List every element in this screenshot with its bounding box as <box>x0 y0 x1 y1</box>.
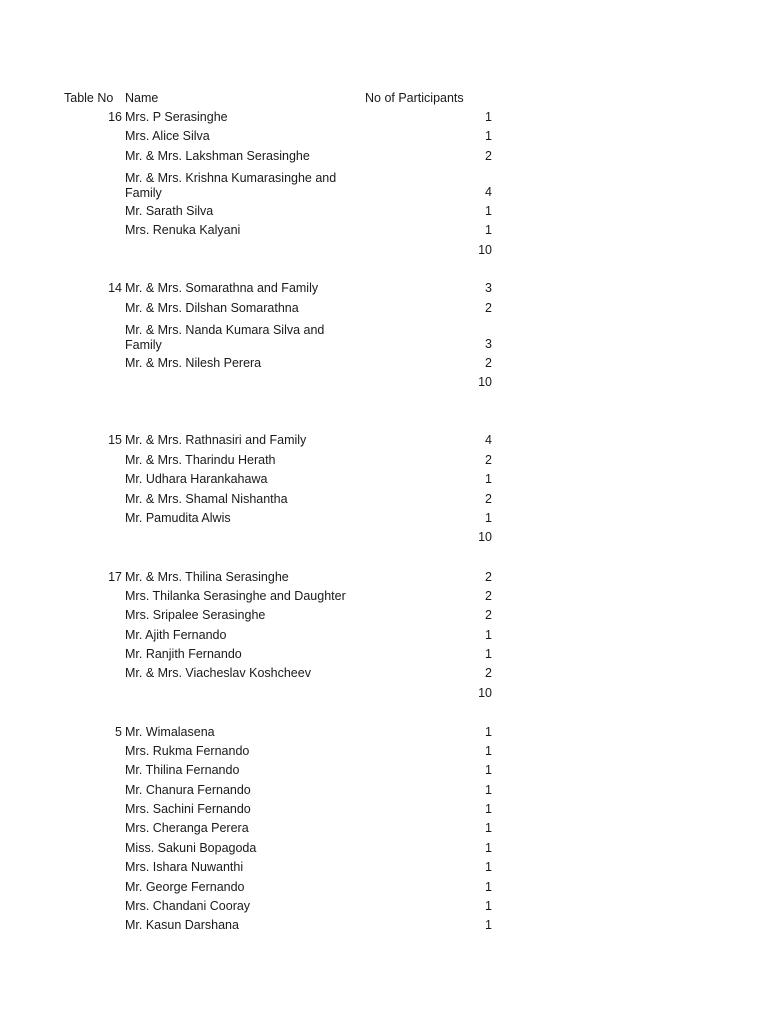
header-table-no: Table No <box>64 91 114 105</box>
participant-count: 1 <box>485 129 492 143</box>
guest-name: Mr. Wimalasena <box>125 725 215 739</box>
guest-name: Mrs. Ishara Nuwanthi <box>125 860 244 874</box>
participant-count: 4 <box>485 185 492 199</box>
guest-name: Mrs. Cheranga Perera <box>125 821 249 835</box>
participant-count: 3 <box>485 337 492 351</box>
guest-name: Mr. Ajith Fernando <box>125 628 227 642</box>
guest-name: Mrs. Sachini Fernando <box>125 802 251 816</box>
guest-name: Mr. Udhara Harankahawa <box>125 472 268 486</box>
participant-count: 1 <box>485 628 492 642</box>
guest-name: Mr. Thilina Fernando <box>125 763 240 777</box>
guest-name: Mr. & Mrs. Krishna Kumarasinghe and Family <box>125 171 337 200</box>
participant-count: 1 <box>485 783 492 797</box>
guest-name: Mr. Chanura Fernando <box>125 783 251 797</box>
participant-count: 2 <box>485 589 492 603</box>
table-number: 17 <box>108 570 122 584</box>
participant-count: 1 <box>485 647 492 661</box>
participant-count: 1 <box>485 725 492 739</box>
participant-count: 1 <box>485 899 492 913</box>
participant-count: 2 <box>485 492 492 506</box>
guest-name: Mr. & Mrs. Nanda Kumara Silva and Family <box>125 323 325 352</box>
participant-count: 1 <box>485 860 492 874</box>
table-total: 10 <box>478 375 492 389</box>
participant-count: 1 <box>485 880 492 894</box>
participant-count: 1 <box>485 763 492 777</box>
guest-name: Mrs. Renuka Kalyani <box>125 223 241 237</box>
participant-count: 2 <box>485 608 492 622</box>
guest-name: Mrs. Rukma Fernando <box>125 744 250 758</box>
guest-name: Mrs. Alice Silva <box>125 129 210 143</box>
participant-count: 2 <box>485 453 492 467</box>
guest-name: Mr. & Mrs. Lakshman Serasinghe <box>125 149 310 163</box>
guest-name: Mr. & Mrs. Viacheslav Koshcheev <box>125 666 311 680</box>
guest-name: Mr. & Mrs. Rathnasiri and Family <box>125 433 307 447</box>
header-name: Name <box>125 91 159 105</box>
guest-name: Mr. Pamudita Alwis <box>125 511 231 525</box>
participant-count: 1 <box>485 223 492 237</box>
guest-name: Mrs. Sripalee Serasinghe <box>125 608 266 622</box>
participant-count: 2 <box>485 666 492 680</box>
guest-name: Mr. Sarath Silva <box>125 204 214 218</box>
participant-count: 2 <box>485 356 492 370</box>
table-total: 10 <box>478 243 492 257</box>
guest-name: Mr. George Fernando <box>125 880 245 894</box>
guest-name: Mr. Kasun Darshana <box>125 918 239 932</box>
guest-name: Mrs. P Serasinghe <box>125 110 228 124</box>
participant-count: 1 <box>485 841 492 855</box>
participant-count: 4 <box>485 433 492 447</box>
participant-count: 1 <box>485 204 492 218</box>
table-number: 15 <box>108 433 122 447</box>
participant-count: 1 <box>485 110 492 124</box>
guest-name: Miss. Sakuni Bopagoda <box>125 841 257 855</box>
table-total: 10 <box>478 686 492 700</box>
table-number: 16 <box>108 110 122 124</box>
guest-name: Mr. & Mrs. Tharindu Herath <box>125 453 276 467</box>
participant-count: 3 <box>485 281 492 295</box>
participant-count: 1 <box>485 511 492 525</box>
participant-count: 2 <box>485 149 492 163</box>
table-number: 14 <box>108 281 122 295</box>
participant-count: 2 <box>485 570 492 584</box>
guest-name: Mr. Ranjith Fernando <box>125 647 242 661</box>
participant-count: 1 <box>485 802 492 816</box>
table-number: 5 <box>115 725 122 739</box>
guest-name: Mr. & Mrs. Nilesh Perera <box>125 356 262 370</box>
header-participants: No of Participants <box>365 91 464 105</box>
participant-count: 1 <box>485 744 492 758</box>
guest-name: Mr. & Mrs. Shamal Nishantha <box>125 492 288 506</box>
participant-count: 1 <box>485 472 492 486</box>
participant-count: 1 <box>485 821 492 835</box>
guest-name: Mr. & Mrs. Thilina Serasinghe <box>125 570 289 584</box>
participant-count: 2 <box>485 301 492 315</box>
participant-count: 1 <box>485 918 492 932</box>
guest-name: Mr. & Mrs. Dilshan Somarathna <box>125 301 299 315</box>
guest-name: Mrs. Chandani Cooray <box>125 899 251 913</box>
table-total: 10 <box>478 530 492 544</box>
guest-name: Mrs. Thilanka Serasinghe and Daughter <box>125 589 346 603</box>
guest-name: Mr. & Mrs. Somarathna and Family <box>125 281 319 295</box>
